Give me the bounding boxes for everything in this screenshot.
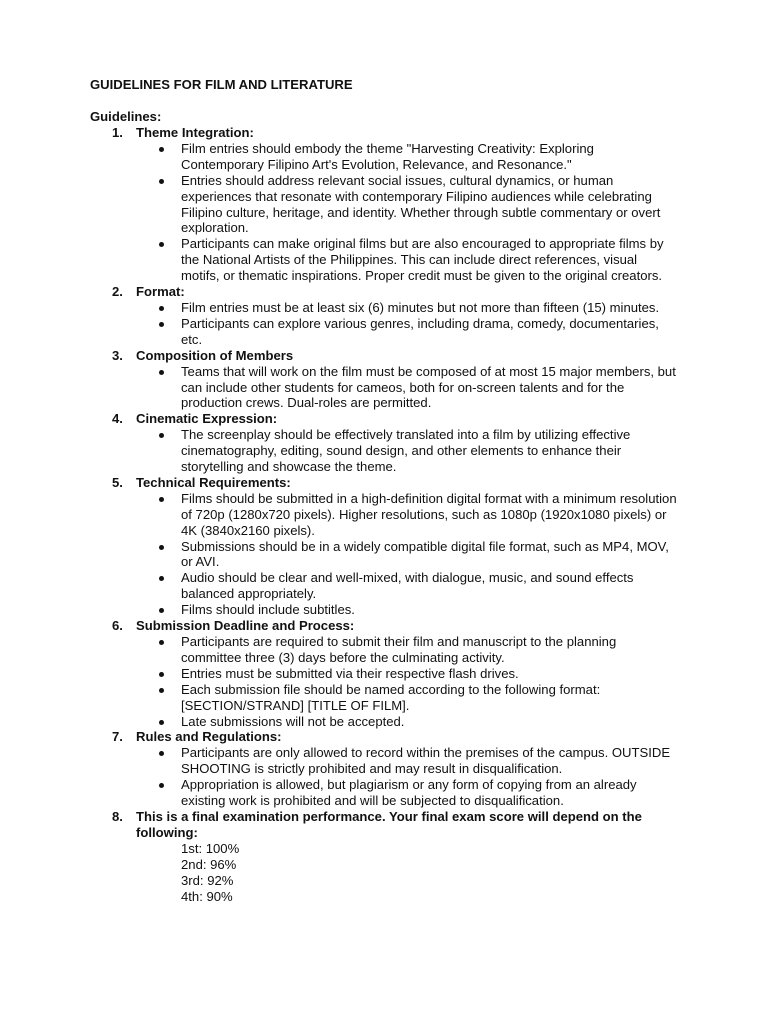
- bullet-text: The screenplay should be effectively translated into a film by utilizing effective cinematography, editing, sound design, and other elements to enhance their storytelling and showcase the theme.: [181, 427, 631, 475]
- section-heading: [0, 809, 676, 841]
- bullet-dot-icon: [159, 370, 164, 375]
- guideline-section: [0, 284, 768, 348]
- bullet-item: [0, 714, 678, 730]
- bullet-dot-icon: [159, 783, 164, 788]
- bullet-text: Late submissions will not be accepted.: [181, 713, 405, 729]
- bullet-item: [0, 745, 678, 777]
- section-heading: [0, 411, 676, 427]
- bullet-item: [0, 491, 678, 539]
- bullet-text: Submissions should be in a widely compatible digital file format, such as MP4, MOV, or AVI.: [181, 538, 669, 570]
- bullet-item: [0, 602, 678, 618]
- bullet-dot-icon: [159, 576, 164, 581]
- section-number: 1.: [112, 125, 123, 140]
- section-heading: [0, 348, 676, 364]
- bullet-text: Audio should be clear and well-mixed, with dialogue, music, and sound effects balanced appropriately.: [181, 570, 634, 602]
- bullet-dot-icon: [159, 322, 164, 327]
- bullet-item: [0, 666, 678, 682]
- bullet-text: Entries must be submitted via their respective flash drives.: [181, 665, 519, 681]
- score-line: 2nd: 96%: [181, 856, 237, 872]
- section-heading-text: Submission Deadline and Process:: [136, 618, 355, 634]
- bullet-item: [0, 539, 678, 571]
- section-heading: [0, 284, 676, 300]
- bullet-item: [0, 364, 678, 412]
- bullet-dot-icon: [159, 545, 164, 550]
- bullet-item: [0, 634, 678, 666]
- bullet-item: [0, 427, 678, 475]
- section-heading-text: Technical Requirements:: [136, 474, 291, 490]
- section-heading: [0, 125, 676, 141]
- section-heading: [0, 475, 676, 491]
- guideline-section: [0, 348, 768, 412]
- bullet-item: [0, 300, 678, 316]
- section-heading-text: Rules and Regulations:: [136, 729, 282, 745]
- section-number: 3.: [112, 347, 123, 363]
- section-heading: [0, 729, 676, 745]
- section-heading-text: Cinematic Expression:: [136, 411, 278, 427]
- bullet-text: Entries should address relevant social issues, cultural dynamics, or human experiences that resonate with contemporary Filipino audiences while celebrating Filipino culture, heritage, and identity. Whether through subtle commentary or overt exploration.: [181, 172, 661, 236]
- section-number: 8.: [112, 808, 123, 824]
- bullet-item: [0, 141, 678, 173]
- bullet-dot-icon: [159, 640, 164, 645]
- section-heading-text: Format:: [136, 284, 185, 300]
- bullet-item: [0, 236, 678, 284]
- bullet-dot-icon: [159, 179, 164, 184]
- guideline-section: [0, 475, 768, 618]
- bullet-text: Participants are required to submit their film and manuscript to the planning committee three (3) days before the culminating activity.: [181, 634, 617, 665]
- bullet-item: [0, 173, 678, 237]
- bullet-dot-icon: [159, 751, 164, 756]
- guideline-section: [0, 729, 768, 809]
- bullet-item: [0, 570, 678, 602]
- guideline-section: [0, 809, 768, 904]
- bullet-dot-icon: [159, 433, 164, 438]
- section-heading-text: Composition of Members: [136, 347, 294, 363]
- bullet-text: Film entries should embody the theme "Harvesting Creativity: Exploring Contemporary Filipino Art's Evolution, Relevance, and Resonance.": [181, 140, 594, 172]
- bullet-text: Participants can make original films but are also encouraged to appropriate films by the National Artists of the Philippines. This can include direct references, visual motifs, or thematic inspirations. Proper credit must be given to the original creators.: [181, 236, 664, 284]
- bullet-text: Films should include subtitles.: [181, 602, 355, 618]
- guidelines-heading: Guidelines:: [90, 109, 162, 124]
- score-line: 1st: 100%: [181, 840, 240, 856]
- bullet-item: [0, 682, 678, 714]
- bullet-item: [0, 777, 678, 809]
- score-line: 4th: 90%: [181, 888, 233, 904]
- section-heading-text: This is a final examination performance. Your final exam score will depend on the following:: [136, 808, 642, 840]
- section-heading: [0, 618, 676, 634]
- bullet-dot-icon: [159, 306, 164, 311]
- section-number: 7.: [112, 729, 123, 745]
- bullet-text: Participants can explore various genres, including drama, comedy, documentaries, etc.: [181, 315, 659, 347]
- section-heading-text: Theme Integration:: [136, 125, 254, 140]
- bullet-item: [0, 316, 678, 348]
- section-number: 2.: [112, 284, 123, 300]
- bullet-text: Appropriation is allowed, but plagiarism or any form of copying from an already existing work is prohibited and will be subjected to disqualification.: [181, 777, 637, 809]
- document-title: GUIDELINES FOR FILM AND LITERATURE: [90, 77, 353, 92]
- bullet-text: Participants are only allowed to record within the premises of the campus. OUTSIDE SHOOTING is strictly prohibited and may result in disqualification.: [181, 745, 671, 777]
- bullet-dot-icon: [159, 720, 164, 725]
- bullet-text: Teams that will work on the film must be composed of at most 15 major members, but can include other students for cameos, both for on-screen talents and for the production crews. Dual-roles are permitted.: [181, 363, 676, 411]
- bullet-text: Film entries must be at least six (6) minutes but not more than fifteen (15) minutes.: [181, 299, 660, 315]
- guidelines-list: [0, 125, 768, 904]
- guideline-section: [0, 125, 768, 284]
- section-number: 6.: [112, 618, 123, 634]
- score-line: 3rd: 92%: [181, 872, 234, 888]
- bullet-dot-icon: [159, 688, 164, 693]
- bullet-dot-icon: [159, 147, 164, 152]
- guideline-section: [0, 618, 768, 729]
- bullet-dot-icon: [159, 672, 164, 677]
- section-number: 4.: [112, 411, 123, 427]
- bullet-dot-icon: [159, 242, 164, 247]
- bullet-dot-icon: [159, 497, 164, 502]
- bullet-dot-icon: [159, 608, 164, 613]
- bullet-text: Films should be submitted in a high-definition digital format with a minimum resolution of 720p (1280x720 pixels). Higher resolutions, such as 1080p (1920x1080 pixels) or 4K (3840x2160 pixels).: [181, 490, 677, 538]
- section-number: 5.: [112, 474, 123, 490]
- bullet-text: Each submission file should be named according to the following format: [SECTION/STRAND] [TITLE OF FILM].: [181, 681, 601, 713]
- guideline-section: [0, 411, 768, 475]
